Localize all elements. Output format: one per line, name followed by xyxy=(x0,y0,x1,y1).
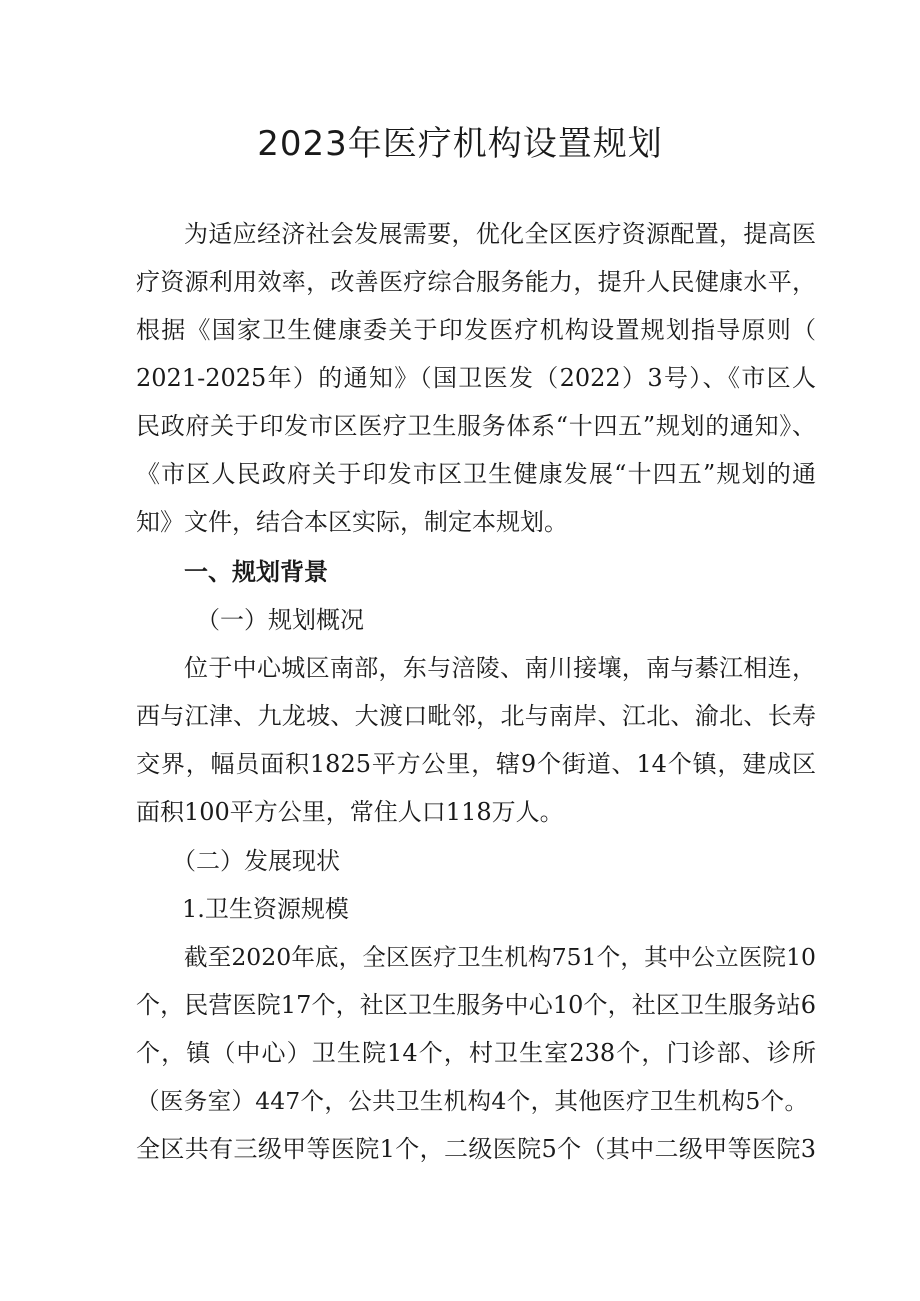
paragraph-line: 《市区人民政府关于印发市区卫生健康发展“十四五”规划的通 xyxy=(136,460,816,488)
paragraph-line: 根据《国家卫生健康委关于印发医疗机构设置规划指导原则（ xyxy=(136,316,816,344)
item-heading: 1.卫生资源规模 xyxy=(182,895,349,923)
document-title: 2023年医疗机构设置规划 xyxy=(257,124,663,164)
paragraph-line: 个，民营医院17个，社区卫生服务中心10个，社区卫生服务站6 xyxy=(136,991,816,1019)
paragraph-line: 截至2020年底，全区医疗卫生机构751个，其中公立医院10 xyxy=(184,943,816,971)
paragraph-line: （医务室）447个，公共卫生机构4个，其他医疗卫生机构5个。 xyxy=(136,1087,808,1115)
paragraph-line: 为适应经济社会发展需要，优化全区医疗资源配置，提高医 xyxy=(184,220,816,248)
subsection-heading: （二）发展现状 xyxy=(172,847,340,875)
paragraph-line: 面积100平方公里，常住人口118万人。 xyxy=(136,798,564,826)
paragraph-line: 2021-2025年）的通知》（国卫医发（2022）3号）、《市区人 xyxy=(136,364,816,392)
subsection-heading: （一）规划概况 xyxy=(196,606,364,634)
paragraph-line: 民政府关于印发市区医疗卫生服务体系“十四五”规划的通知》、 xyxy=(136,412,816,440)
paragraph-line: 西与江津、九龙坡、大渡口毗邻，北与南岸、江北、渝北、长寿 xyxy=(136,702,816,730)
paragraph-line: 疗资源利用效率，改善医疗综合服务能力，提升人民健康水平， xyxy=(136,268,816,296)
paragraph-line: 全区共有三级甲等医院1个，二级医院5个（其中二级甲等医院3 xyxy=(136,1135,816,1163)
paragraph-line: 位于中心城区南部，东与涪陵、南川接壤，南与綦江相连， xyxy=(184,654,816,682)
paragraph-line: 知》文件，结合本区实际，制定本规划。 xyxy=(136,508,568,536)
paragraph-line: 交界，幅员面积1825平方公里，辖9个街道、14个镇，建成区 xyxy=(136,750,816,778)
paragraph-line: 个，镇（中心）卫生院14个，村卫生室238个，门诊部、诊所 xyxy=(136,1039,816,1067)
section-heading: 一、规划背景 xyxy=(184,558,328,586)
